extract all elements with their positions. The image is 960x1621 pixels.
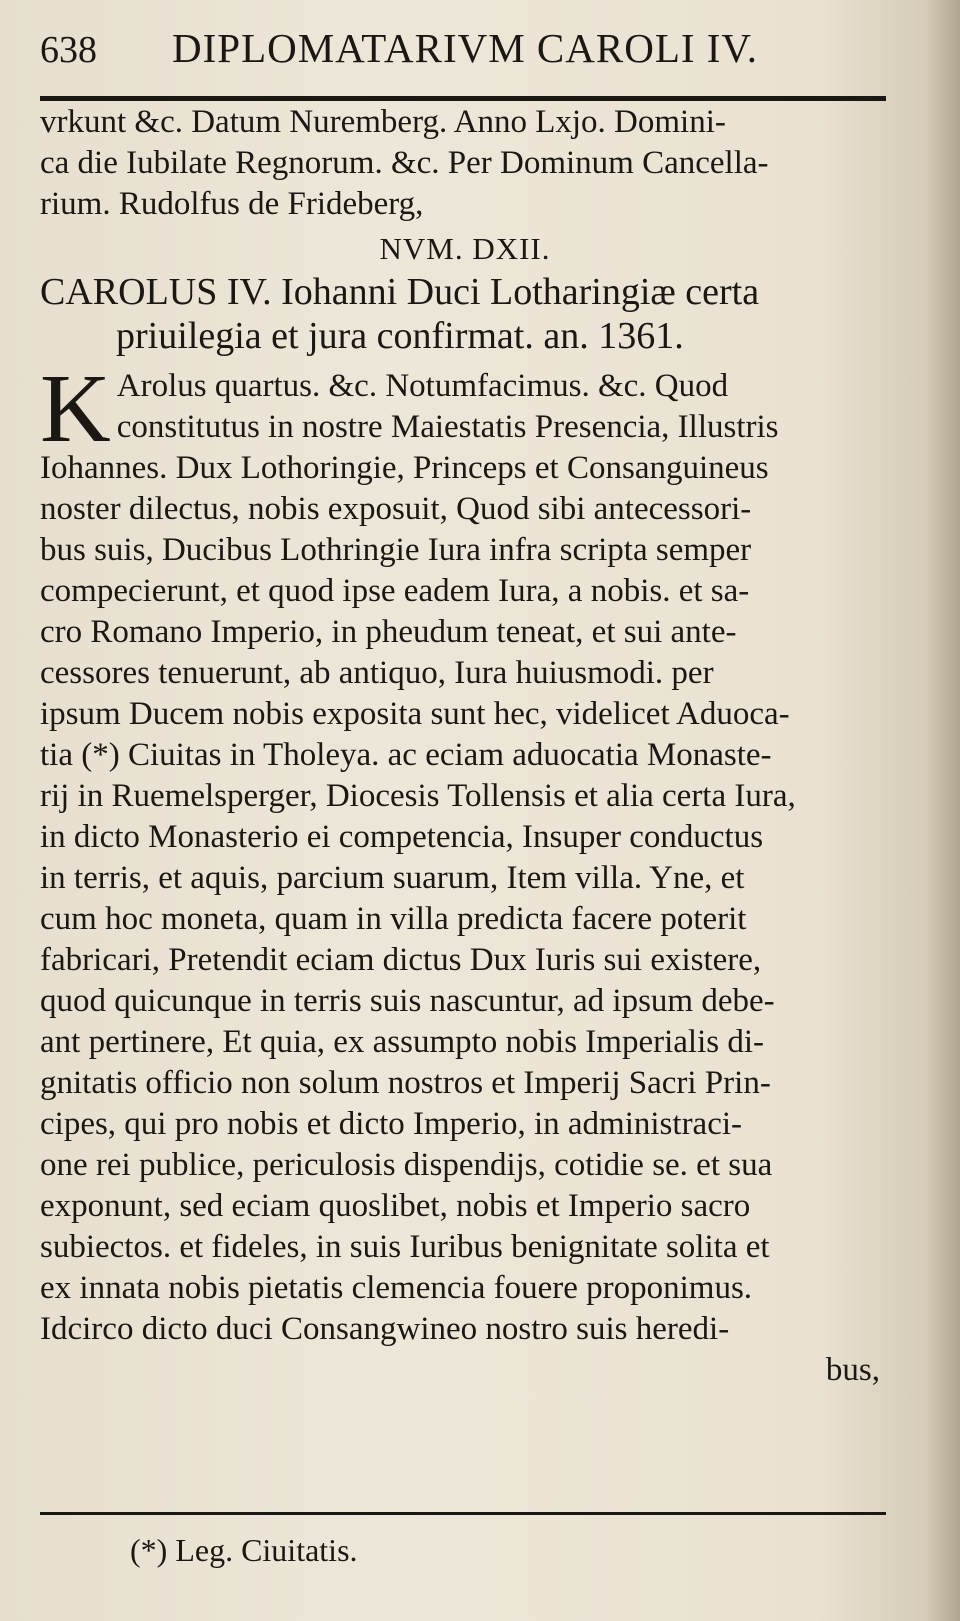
charter-text xyxy=(40,355,890,1391)
charter-line-18: gnitatis officio non solum nostros et Imperij Sacri Prin- xyxy=(40,1065,771,1101)
footnote: (*) Leg. Ciuitatis. xyxy=(130,1532,358,1568)
page-gutter-shadow xyxy=(926,0,960,1621)
charter-line-5: bus suis, Ducibus Lothringie Iura infra scripta semper xyxy=(40,532,752,568)
summary-line-1: CAROLUS IV. Iohanni Duci Lotharingiæ certa xyxy=(40,271,760,313)
charter-line-8: cessores tenuerunt, ab antiquo, Iura huiusmodi. per xyxy=(40,655,714,691)
charter-line-1: Arolus quartus. &c. Notumfacimus. &c. Quod xyxy=(116,368,729,404)
charter-line-2: constitutus in nostre Maiestatis Presencia, Illustris xyxy=(116,409,779,445)
charter-line-9: ipsum Ducem nobis exposita sunt hec, videlicet Aduoca- xyxy=(40,696,790,732)
running-title: DIPLOMATARIVM CAROLI IV. xyxy=(172,25,759,71)
header-rule xyxy=(40,96,886,101)
body-text xyxy=(40,102,910,1388)
document-number: NVM. DXII. xyxy=(379,231,551,266)
charter-line-21: exponunt, sed eciam quoslibet, nobis et Imperio sacro xyxy=(40,1188,751,1224)
footnote-rule xyxy=(40,1512,886,1515)
charter-line-22: subiectos. et fideles, in suis Iuribus benignitate solita et xyxy=(40,1229,770,1265)
charter-line-10: tia (*) Ciuitas in Tholeya. ac eciam aduocatia Monaste- xyxy=(40,737,772,773)
charter-line-6: compecierunt, et quod ipse eadem Iura, a nobis. et sa- xyxy=(40,573,750,609)
charter-line-12: in dicto Monasterio ei competencia, Insuper conductus xyxy=(40,819,764,855)
summary-line-2: priuilegia et jura confirmat. an. 1361. xyxy=(116,315,684,357)
page-number: 638 xyxy=(40,29,97,71)
charter-line-19: cipes, qui pro nobis et dicto Imperio, in administraci- xyxy=(40,1106,743,1142)
charter-line-20: one rei publice, periculosis dispendijs, cotidie se. et sua xyxy=(40,1147,773,1183)
charter-line-15: fabricari, Pretendit eciam dictus Dux Iuris sui existere, xyxy=(40,942,762,978)
charter-line-14: cum hoc moneta, quam in villa predicta facere poterit xyxy=(40,901,747,937)
charter-line-13: in terris, et aquis, parcium suarum, Item villa. Yne, et xyxy=(40,860,745,896)
charter-line-4: noster dilectus, nobis exposuit, Quod sibi antecessori- xyxy=(40,491,752,527)
charter-line-17: ant pertinere, Et quia, ex assumpto nobis Imperialis di- xyxy=(40,1024,764,1060)
charter-line-3: Iohannes. Dux Lothoringie, Princeps et Consanguineus xyxy=(40,450,769,486)
continuation-line-2: ca die Iubilate Regnorum. &c. Per Dominum Cancella- xyxy=(40,145,769,181)
continuation-line-3: rium. Rudolfus de Frideberg, xyxy=(40,186,424,222)
charter-line-25: bus, xyxy=(825,1352,880,1388)
document-summary xyxy=(40,270,890,358)
running-head xyxy=(40,20,900,80)
charter-line-11: rij in Ruemelsperger, Diocesis Tollensis et alia certa Iura, xyxy=(40,778,796,814)
drop-initial: K xyxy=(40,355,111,463)
charter-line-16: quod quicunque in terris suis nascuntur, ad ipsum debe- xyxy=(40,983,775,1019)
charter-line-7: cro Romano Imperio, in pheudum teneat, et sui ante- xyxy=(40,614,737,650)
charter-line-24: Idcirco dicto duci Consangwineo nostro suis heredi- xyxy=(40,1311,730,1347)
continuation-line-1: vrkunt &c. Datum Nuremberg. Anno Lxjo. Domini- xyxy=(40,104,726,140)
charter-line-23: ex innata nobis pietatis clemencia fouere proponimus. xyxy=(40,1270,753,1306)
